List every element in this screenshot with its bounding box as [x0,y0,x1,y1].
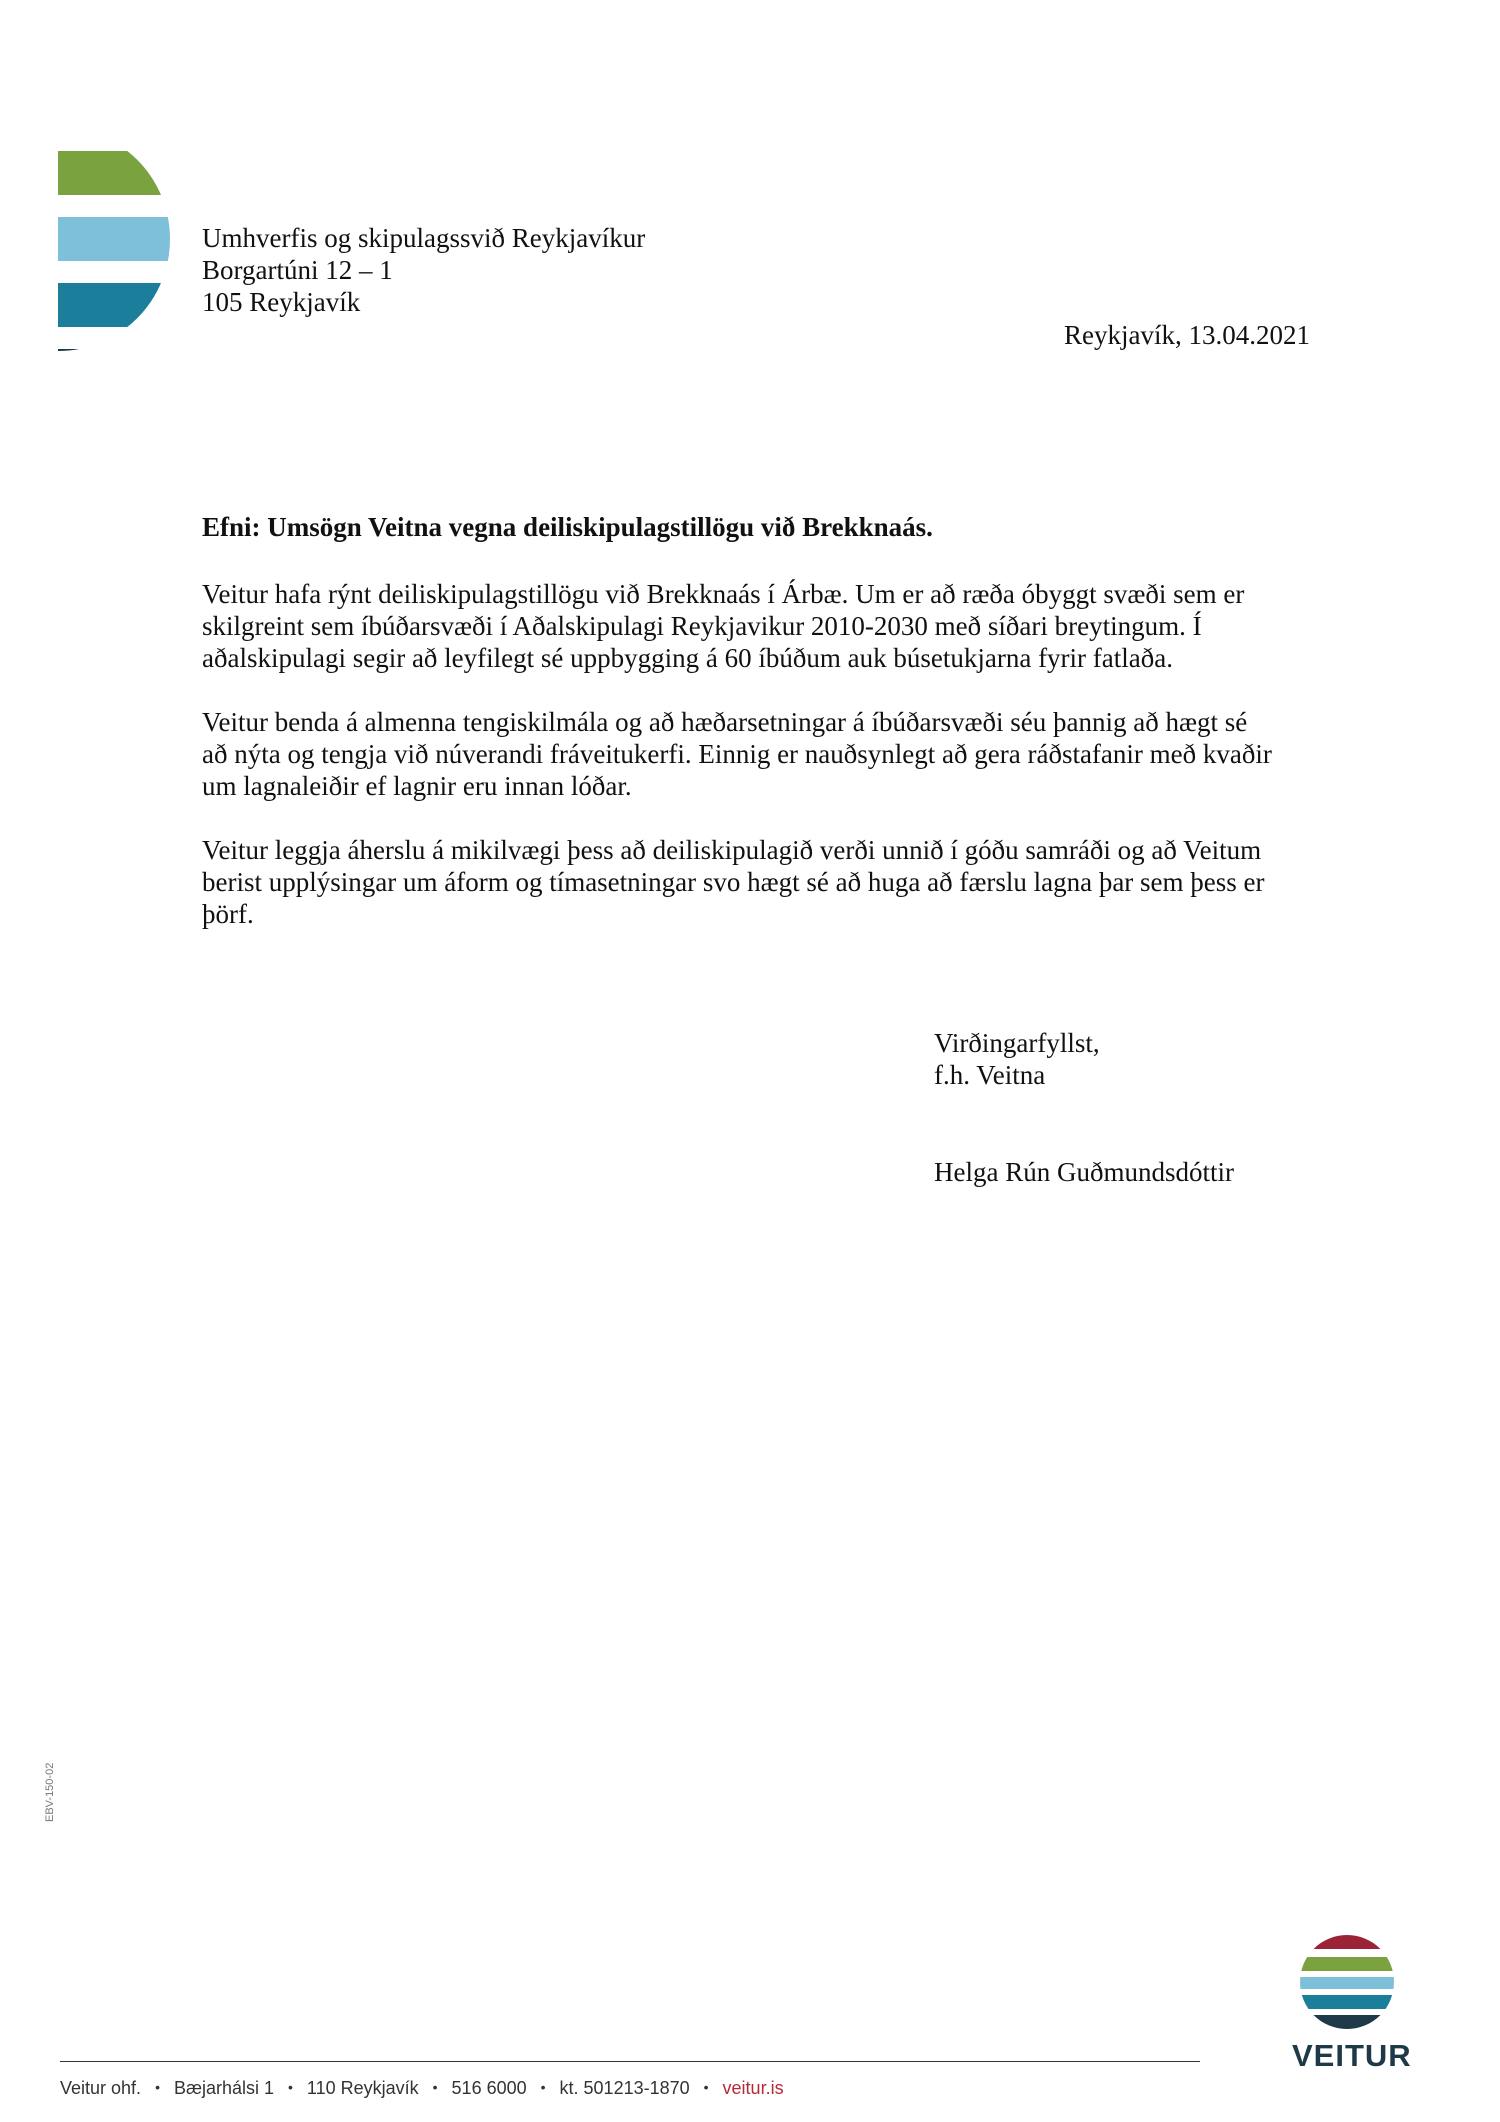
body-paragraph-1 [202,578,1322,674]
letter-body [202,578,1322,962]
letter-date: Reykjavík, 13.04.2021 [1064,320,1310,350]
signer-name: Helga Rún Guðmundsdóttir [934,1157,1234,1187]
brand-arc-graphic [58,92,170,386]
logo-band-green [1300,1957,1394,1971]
logo-band-lightblue [1300,1977,1394,1989]
footer-website-link[interactable]: veitur.is [722,2078,784,2098]
paragraph-line: Veitur hafa rýnt deiliskipulagstillögu við Brekknaás í Árbæ. Um er að ræða óbyggt svæði sem er [202,579,1245,609]
letter-closing [934,1027,1100,1091]
footer-address: Bæjarhálsi 1 [173,2078,275,2098]
footer-kt: kt. 501213-1870 [559,2078,690,2098]
paragraph-line: um lagnaleiðir ef lagnir eru innan lóðar. [202,771,632,801]
body-paragraph-2 [202,706,1322,802]
footer-phone: 516 6000 [451,2078,527,2098]
logo-band-navy [58,349,170,386]
footer-separator: • [288,2079,293,2095]
paragraph-line: Veitur benda á almenna tengiskilmála og að hæðarsetningar á íbúðarsvæði séu þannig að hægt sé [202,707,1248,737]
veitur-logo [1292,1935,1412,2074]
paragraph-line: berist upplýsingar um áform og tímasetningar svo hægt sé að huga að færslu lagna þar sem þess er [202,867,1265,897]
paragraph-line: skilgreint sem íbúðarsvæði í Aðalskipulagi Reykjavikur 2010-2030 með síðari breytingum. Í [202,611,1202,641]
footer-separator: • [540,2079,546,2095]
logo-band-red [58,92,170,122]
paragraph-line: þörf. [202,899,254,929]
veitur-logo-mark [1300,1935,1394,2029]
brand-arc-logo [58,92,170,391]
closing-on-behalf: f.h. Veitna [934,1060,1046,1090]
footer-divider [60,2061,1200,2062]
closing-salutation: Virðingarfyllst, [934,1028,1100,1058]
recipient-city: 105 Reykjavík [202,287,361,317]
logo-band-teal [58,283,170,327]
logo-band-navy [1300,2015,1394,2029]
logo-band-green [58,151,170,195]
footer-contact [60,2078,784,2099]
footer-separator: • [432,2079,438,2095]
letter-subject: Efni: Umsögn Veitna vegna deiliskipulagstillögu við Brekknaás. [202,512,933,542]
paragraph-line: Veitur leggja áherslu á mikilvægi þess að deiliskipulagið verði unnið í góðu samráði og að Veitum [202,835,1262,865]
logo-band-teal [1300,1995,1394,2009]
footer-company: Veitur ohf. [60,2078,142,2098]
brand-wordmark: VEITUR [1292,2038,1412,2073]
document-code: EBV-150-02 [44,1762,56,1822]
recipient-address [202,222,645,318]
paragraph-line: að nýta og tengja við núverandi fráveitukerfi. Einnig er nauðsynlegt að gera ráðstafanir með kvaðir [202,739,1272,769]
logo-band-red [1300,1935,1394,1949]
footer-city: 110 Reykjavík [306,2078,419,2098]
logo-band-lightblue [58,217,170,261]
footer-separator: • [155,2079,160,2095]
recipient-name: Umhverfis og skipulagssvið Reykjavíkur [202,223,646,253]
body-paragraph-3 [202,834,1322,930]
footer-separator: • [703,2079,709,2095]
paragraph-line: aðalskipulagi segir að leyfilegt sé uppbygging á 60 íbúðum auk búsetukjarna fyrir fatlaða. [202,643,1173,673]
recipient-street: Borgartúni 12 – 1 [202,255,393,285]
